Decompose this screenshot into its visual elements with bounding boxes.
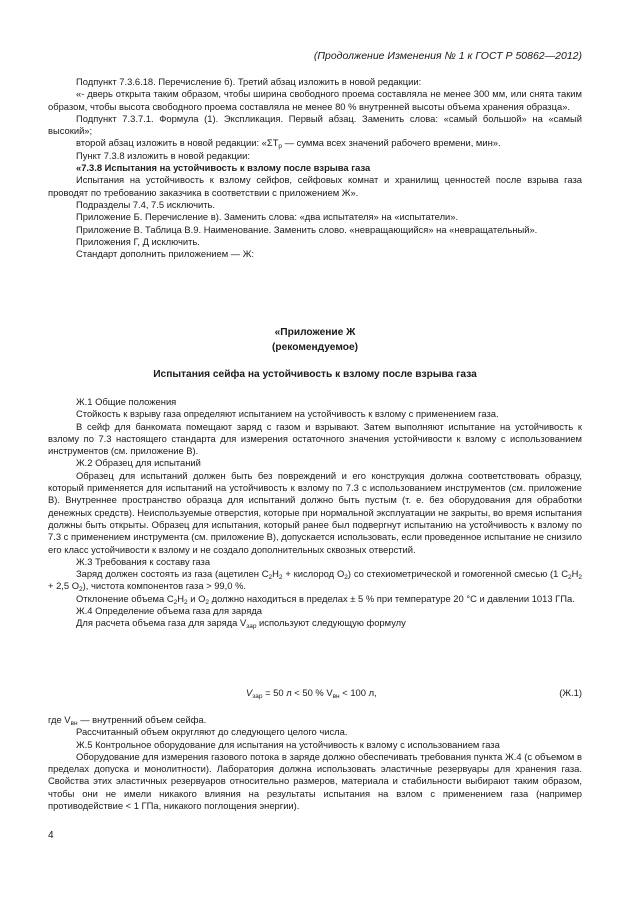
paragraph: Испытания на устойчивость к взлому сейфов, сейфовых комнат и хранилищ ценностей после взрыва газа проводят по требованию заказчика в соответствии с приложением Ж». [48, 174, 582, 198]
paragraph: «- дверь открыта таким образом, чтобы ширина свободного проема составляла не менее 300 мм, или снята таким образом, чтобы высота свободного проема составляла не менее 80 % внутренней высоты объема хранения образца». [48, 88, 582, 112]
formula-expression: $V_{зар} = 50$ л < 50 % $V_{вн} < 100$ л, [246, 687, 377, 700]
paragraph: Подпункт 7.3.7.1. Формула (1). Экспликация. Первый абзац. Заменить слова: «самый большой» на «самый высокий»; [48, 112, 582, 137]
subsection-title: Ж.4 Определение объема газа для заряда [76, 605, 263, 617]
subsection-title: Ж.5 Контрольное оборудование для испытания на устойчивость к взлому с использованием газа [76, 738, 500, 750]
paragraph: Пункт 7.3.8 изложить в новой редакции: [76, 149, 250, 161]
paragraph: Для расчета объема газа для заряда $V_{зар}$ используют следующую формулу [76, 617, 406, 631]
paragraph: Оборудование для измерения газового потока в заряде должно обеспечивать требования пункта Ж.4 (с объемом в пределах допуска и монолитности). Лаборатория должна использовать эластичные резервуары для хранения газа. Свойства этих эластичных резервуаров относительно размеров, материала и стабильности выбирают таким образом, чтобы они не имели никакого влияния на результаты испытания на взлом с применением газа (например противодействие < 1 ГПа, никакого поглощения энергии). [48, 750, 582, 812]
paragraph: Подразделы 7.4, 7.5 исключить. [76, 198, 216, 210]
paragraph: В сейф для банкомата помещают заряд с газом и взрывают. Затем выполняют испытание на устойчивость к взлому по 7.3 настоящего стандарта для измерения остаточного значения устойчивости к взлому с использованием инструментов (см. приложение В). [48, 420, 582, 457]
running-header: (Продолжение Изменения № 1 к ГОСТ Р 50862—2012) [313, 50, 582, 62]
paragraph: Рассчитанный объем округляют до следующего целого числа. [76, 726, 348, 738]
paragraph: Отклонение объема $C_2H_2$ и $O_2$ должно находиться в пределах ± 5 % при температуре 20 °С и давлении 1013 ГПа. [76, 592, 575, 606]
appendix-heading: Испытания сейфа на устойчивость к взлому после взрыва газа [153, 369, 477, 380]
paragraph: Приложение В. Таблица В.9. Наименование. Заменить слово. «невращающийся» на «невращательный». [76, 223, 538, 235]
paragraph: Подпункт 7.3.6.18. Перечисление б). Третий абзац изложить в новой редакции: [76, 76, 422, 87]
paragraph: Заряд должен состоять из газа (ацетилен $C_2H_2$ + кислород $O_2$) со стехиометрической и гомогенной смесью (1 $C_2H_2 + 2,5$ $O_2$), чистота компонентов газа > 99,0 %. [48, 568, 583, 594]
section-heading: «7.3.8 Испытания на устойчивость к взлому после взрыва газа [76, 162, 371, 174]
paragraph: Приложения Г, Д исключить. [76, 235, 200, 247]
page-number: 4 [48, 830, 54, 841]
appendix-body-continued [48, 714, 582, 812]
paragraph: где $V_{вн}$ — внутренний объем сейфа. [48, 714, 207, 727]
formula [48, 687, 582, 700]
paragraph: Приложение Б. Перечисление в). Заменить слова: «два испытателя» на «испытатели». [76, 211, 459, 223]
amendment-section [48, 76, 582, 260]
subsection-title: Ж.2 Образец для испытаний [76, 457, 201, 469]
appendix-body [48, 396, 582, 630]
paragraph: Стойкость к взрыву газа определяют испытанием на устойчивость к взлому с применением газа. [76, 408, 499, 420]
paragraph: второй абзац изложить в новой редакции: «$\Sigma T_р$ — сумма всех значений рабочего времени, мин». [76, 137, 501, 151]
appendix-title: «Приложение Ж [274, 327, 356, 338]
appendix-subtitle: (рекомендуемое) [271, 342, 359, 353]
paragraph: Стандарт дополнить приложением — Ж: [76, 248, 254, 260]
subsection-title: Ж.3 Требования к составу газа [76, 555, 211, 567]
paragraph: Образец для испытаний должен быть без повреждений и его конструкция должна соответствовать образцу, который применяется для испытаний на устойчивость к взлому по 7.3 с использованием инструментов (см. приложение В). Внутреннее пространство образца для испытаний должно быть пустым (т. е. без оборудования для обработки денежных средств). Неиспользуемые отверстия, которые при нормальной эксплуатации не закрыты, во время испытания должны быть открыты. Образец для испытания, который ранее был подвергнут испытанию на устойчивость к взлому по 7.3 с применением инструмента (см. приложение В), допускается использовать, если проведенное испытание не снизило его класс устойчивости к взлому и не создало дополнительных сквозных отверстий. [48, 469, 582, 555]
formula-number: (Ж.1) [559, 687, 582, 698]
subsection-title: Ж.1 Общие положения [76, 396, 177, 407]
